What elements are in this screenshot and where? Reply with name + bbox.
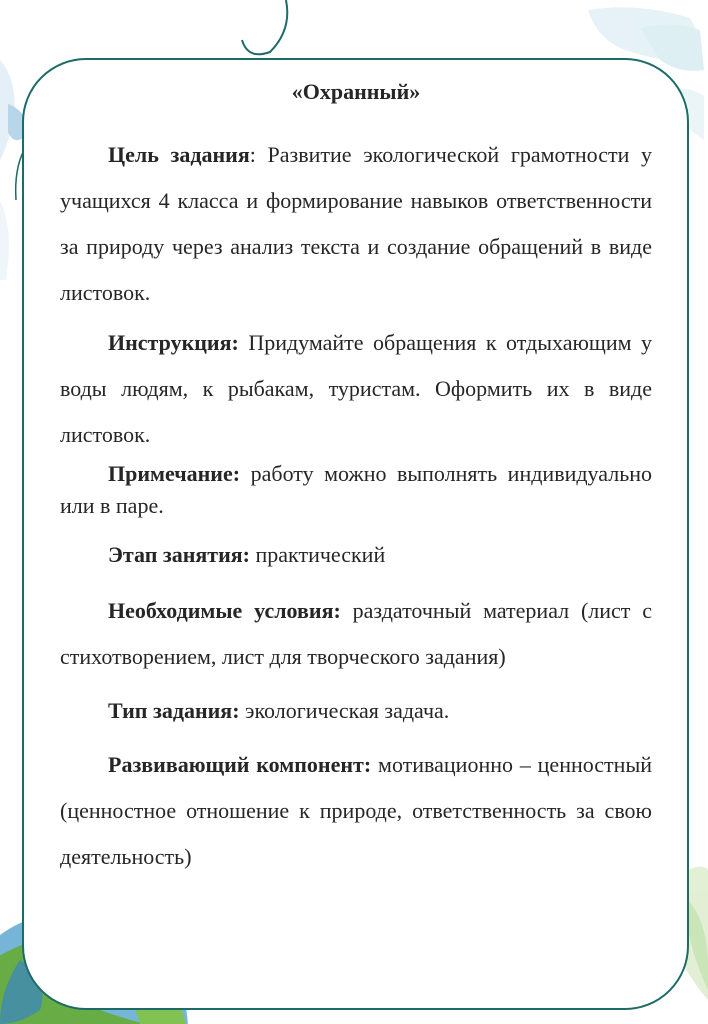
section-label: Инструкция: xyxy=(108,330,239,355)
section-label: Цель задания xyxy=(108,142,250,167)
section-label: Этап занятия: xyxy=(108,542,251,567)
page-title: «Охранный» xyxy=(291,79,421,104)
section-text: Придумайте обращения к отдыхающим у воды людям, к рыбакам, туристам. Оформить их в виде листовок. xyxy=(60,330,653,447)
section-instruction xyxy=(60,320,652,458)
section-text: работу можно выполнять индивидуально или в паре. xyxy=(60,461,652,518)
section-task-type xyxy=(60,688,652,734)
section-label: Развивающий компонент: xyxy=(108,752,372,777)
section-text: экологическая задача. xyxy=(245,698,450,723)
section-label: Примечание: xyxy=(108,461,241,486)
section-stage xyxy=(60,532,652,578)
section-developing-component xyxy=(60,742,652,880)
section-text: практический xyxy=(255,542,386,567)
section-text: Развитие экологической грамотности у учащихся 4 класса и формирование навыков ответственности за природу через анализ текста и создание обращений в виде листовок. xyxy=(60,142,653,305)
section-note xyxy=(60,458,652,522)
decorative-vine-line xyxy=(242,0,287,54)
section-text: раздаточный материал (лист с стихотворением, лист для творческого задания) xyxy=(60,598,653,669)
section-label: Необходимые условия: xyxy=(108,598,341,623)
section-goal: Цель задания: Развитие экологической грамотности у учащихся 4 класса и формирование навыков ответственности за природу через анализ текста и создание обращений в виде листовок. xyxy=(60,142,653,305)
document-content xyxy=(60,80,652,880)
section-text: мотивационно – ценностный (ценностное отношение к природе, ответственность за свою деятельность) xyxy=(60,752,652,869)
section-label: Тип задания: xyxy=(108,698,240,723)
section-conditions xyxy=(60,588,652,680)
